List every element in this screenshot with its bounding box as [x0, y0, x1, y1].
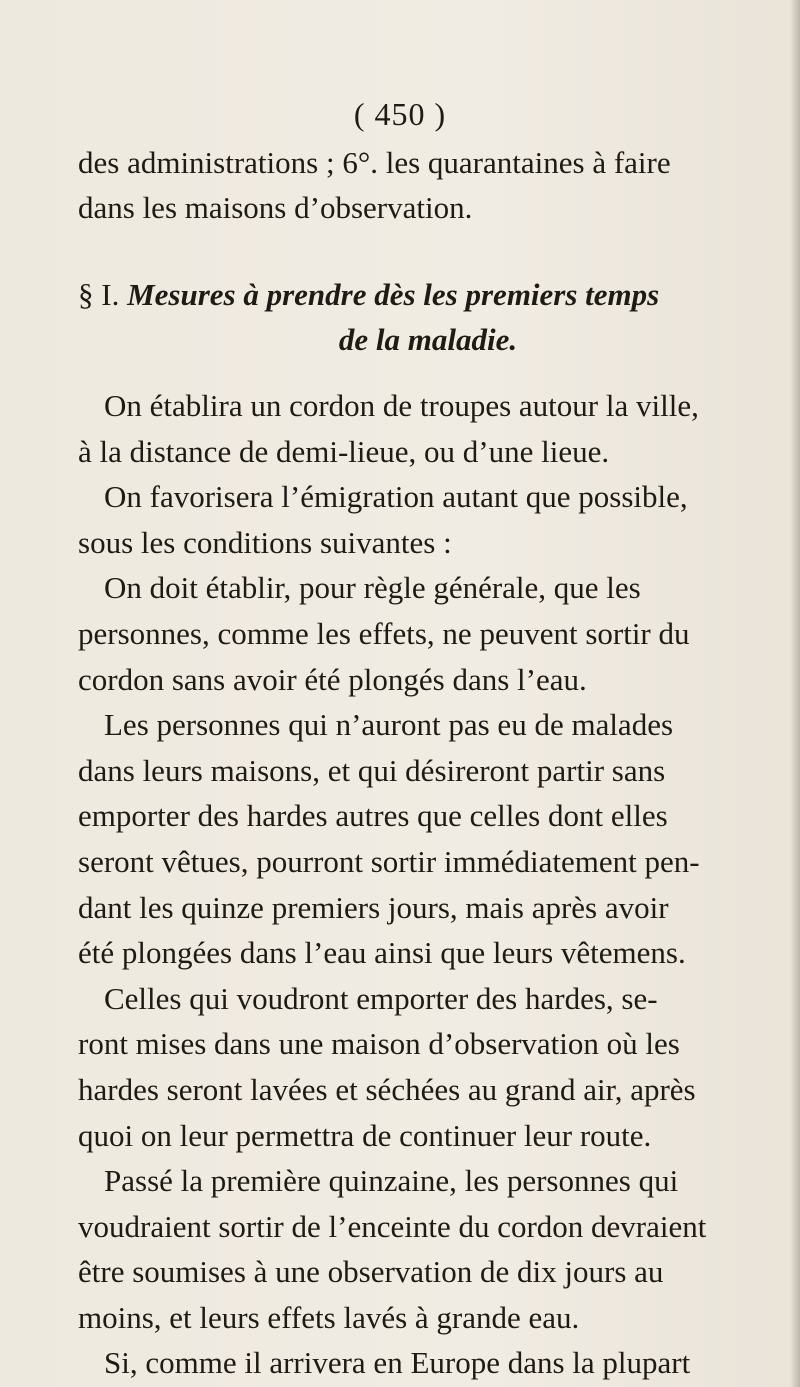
body-line: On établira un cordon de troupes autour la ville, — [104, 388, 699, 423]
page-edge-shadow — [790, 0, 800, 1387]
section-title-line1: Mesures à prendre dès les premiers temps — [127, 277, 660, 312]
body-line: hardes seront lavées et séchées au grand air, après — [78, 1071, 696, 1107]
intro-line: dans les maisons d’observation. — [78, 190, 473, 225]
body-line: On favorisera l’émigration autant que possible, — [104, 479, 688, 515]
section-title-line2: de la maladie. — [338, 322, 518, 357]
body-line: cordon sans avoir été plongés dans l’eau. — [78, 661, 587, 697]
body-line: quoi on leur permettra de continuer leur route. — [78, 1117, 652, 1153]
body-line: emporter des hardes autres que celles dont elles — [78, 798, 668, 834]
body-line: Celles qui voudront emporter des hardes, se- — [104, 980, 658, 1016]
body-line: seront vêtues, pourront sortir immédiatement pen- — [78, 843, 700, 879]
body-line: Les personnes qui n’auront pas eu de malades — [104, 707, 674, 743]
body-line: moins, et leurs effets lavés à grande eau. — [78, 1299, 580, 1335]
body-line: sous les conditions suivantes : — [78, 524, 452, 560]
intro-line: des administrations ; 6°. les quarantaines à faire — [78, 145, 671, 180]
body-line: dant les quinze premiers jours, mais après avoir — [78, 889, 669, 925]
body-text — [78, 383, 784, 1386]
body-line: être soumises à une observation de dix jours au — [78, 1254, 664, 1290]
body-line: On doit établir, pour règle générale, que les — [104, 570, 641, 606]
body-line: dans leurs maisons, et qui désireront partir sans — [78, 752, 666, 788]
page-number: ( 450 ) — [353, 96, 447, 132]
section-heading — [78, 272, 778, 362]
body-line: été plongées dans l’eau ainsi que leurs vêtemens. — [78, 935, 686, 971]
body-line: personnes, comme les effets, ne peuvent sortir du — [78, 615, 690, 651]
body-line: ront mises dans une maison d’observation où les — [78, 1026, 680, 1062]
section-mark: § I. — [78, 277, 120, 312]
body-line: voudraient sortir de l’enceinte du cordon devraient — [78, 1208, 707, 1244]
intro-text — [78, 140, 778, 230]
body-line: à la distance de demi-lieue, ou d’une lieue. — [78, 433, 610, 469]
body-line: Si, comme il arrivera en Europe dans la plupart — [104, 1345, 691, 1381]
body-line: Passé la première quinzaine, les personnes qui — [104, 1163, 679, 1199]
